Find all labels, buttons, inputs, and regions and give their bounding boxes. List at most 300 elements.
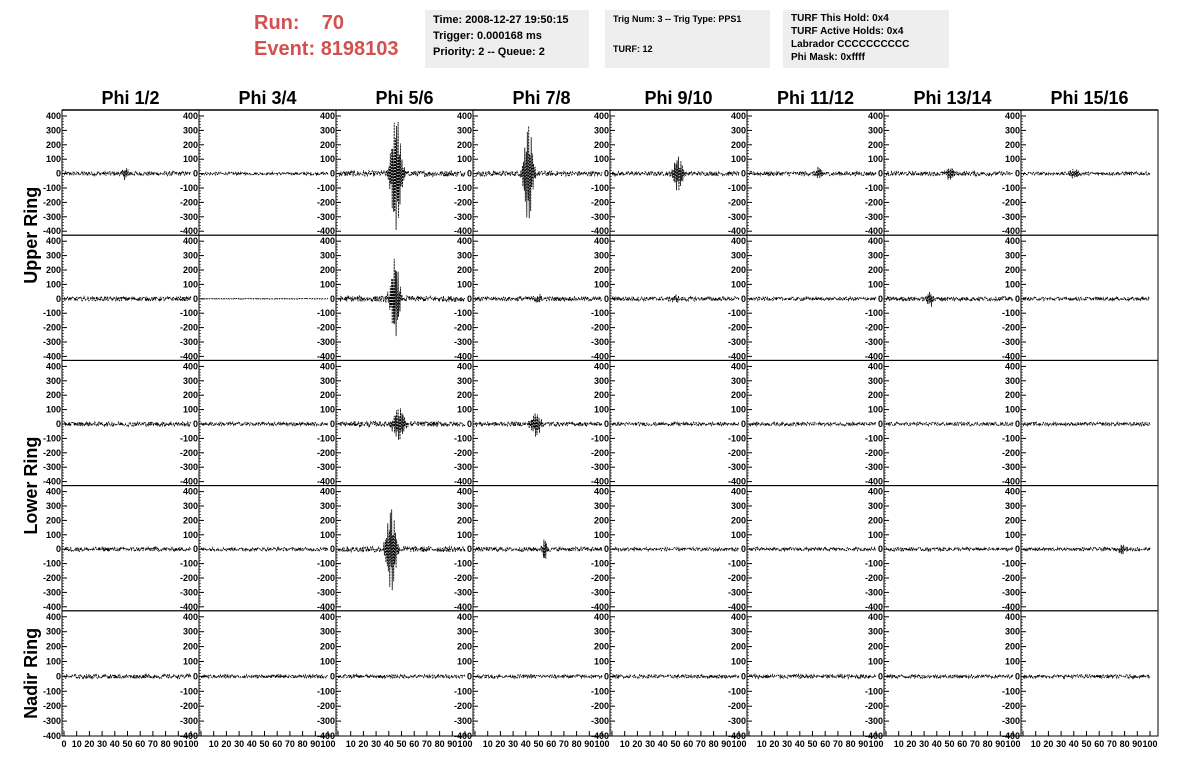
y-tick-label: -200 (727, 447, 746, 458)
y-tick-label: 0 (1014, 293, 1020, 304)
event-value: 8198103 (320, 38, 399, 60)
y-tick-label: -300 (864, 462, 883, 473)
y-tick-label: 0 (329, 168, 335, 179)
y-tick-label: 0 (877, 544, 883, 555)
y-tick-label: -300 (453, 211, 472, 222)
y-tick-label: -300 (453, 462, 472, 473)
y-tick-label: 100 (456, 279, 472, 290)
panel-frame (199, 235, 336, 360)
y-tick-label: -100 (1001, 308, 1020, 319)
waveform-trace (338, 122, 465, 230)
y-tick-label: 200 (45, 641, 61, 652)
y-tick-label: -300 (864, 337, 883, 347)
y-tick-label: -100 (453, 558, 472, 569)
y-tick-label: -400 (590, 731, 609, 741)
y-tick-label: 300 (182, 626, 198, 637)
y-tick-label: 100 (867, 529, 883, 540)
y-tick-label: 0 (877, 168, 883, 179)
y-tick-label: -400 (316, 731, 335, 741)
waveform-trace (886, 168, 1013, 179)
y-tick-label: 400 (867, 611, 883, 622)
x-tick-label: 50 (1081, 739, 1092, 749)
y-tick-label: 400 (182, 486, 198, 497)
y-tick-label: 300 (730, 626, 746, 637)
y-tick-label: 200 (593, 139, 609, 150)
x-tick-label: 90 (995, 739, 1006, 749)
x-tick-label: 40 (246, 739, 257, 749)
y-tick-label: 300 (730, 250, 746, 261)
y-tick-label: 400 (1004, 611, 1020, 622)
y-tick-label: 0 (877, 419, 883, 429)
x-tick-label: 90 (173, 739, 184, 749)
waveform-trace (201, 422, 328, 425)
y-tick-label: 300 (319, 375, 335, 386)
y-tick-label: 200 (867, 515, 883, 526)
info-turf-active: TURF Active Holds: 0x4 (791, 26, 904, 37)
y-tick-label: -100 (864, 558, 883, 569)
y-tick-label: -300 (590, 587, 609, 598)
y-tick-label: 300 (456, 375, 472, 386)
x-tick-label: 70 (1106, 739, 1117, 749)
y-tick-label: -200 (453, 322, 472, 333)
y-tick-label: -400 (864, 476, 883, 487)
panel-frame (747, 611, 884, 736)
y-tick-label: 400 (456, 236, 472, 247)
x-tick-label: 80 (1119, 739, 1130, 749)
y-tick-label: 200 (319, 641, 335, 652)
y-tick-label: 400 (319, 361, 335, 372)
y-tick-label: -200 (179, 701, 198, 712)
y-tick-label: 100 (182, 404, 198, 415)
y-tick-label: 400 (730, 111, 746, 121)
y-tick-label: 200 (593, 390, 609, 401)
y-tick-label: -100 (42, 558, 61, 569)
y-tick-label: -400 (1001, 731, 1020, 741)
waveform-trace (1023, 169, 1150, 178)
y-tick-label: 300 (456, 125, 472, 136)
y-tick-label: 100 (867, 279, 883, 290)
info-priority: Priority: 2 -- Queue: 2 (433, 46, 545, 58)
y-tick-label: 100 (593, 404, 609, 415)
x-tick-label: 40 (520, 739, 531, 749)
y-tick-label: -100 (590, 433, 609, 444)
waveform-trace (749, 674, 876, 678)
y-tick-label: 400 (319, 111, 335, 121)
waveform-trace (201, 298, 328, 299)
y-tick-label: 200 (456, 641, 472, 652)
y-tick-label: -200 (179, 573, 198, 583)
x-tick-label: 60 (546, 739, 557, 749)
y-tick-label: 200 (593, 515, 609, 526)
x-tick-label: 50 (533, 739, 544, 749)
y-tick-label: -400 (727, 601, 746, 612)
y-tick-label: -100 (590, 308, 609, 319)
x-tick-label: 80 (434, 739, 445, 749)
y-tick-label: -200 (316, 197, 335, 208)
x-tick-label: 30 (645, 739, 656, 749)
x-tick-label: 60 (957, 739, 968, 749)
x-tick-label: 80 (297, 739, 308, 749)
x-tick-label: 20 (769, 739, 780, 749)
y-tick-label: 100 (319, 404, 335, 415)
y-tick-label: 300 (867, 250, 883, 261)
column-title: Phi 3/4 (238, 88, 297, 108)
y-tick-label: -200 (727, 322, 746, 333)
y-tick-label: 400 (593, 236, 609, 247)
y-tick-label: 100 (730, 154, 746, 165)
panel-frame (884, 611, 1021, 736)
info-time: Time: 2008-12-27 19:50:15 (433, 14, 569, 26)
y-tick-label: -400 (864, 351, 883, 362)
y-tick-label: 100 (182, 656, 198, 667)
y-tick-label: -100 (727, 686, 746, 697)
y-tick-label: -300 (864, 587, 883, 598)
waveform-trace (1023, 422, 1150, 425)
x-tick-label: 60 (683, 739, 694, 749)
y-tick-label: 200 (730, 265, 746, 275)
y-tick-label: 400 (456, 486, 472, 497)
x-tick-label: 90 (584, 739, 595, 749)
y-tick-label: 200 (456, 139, 472, 150)
y-tick-label: 0 (329, 293, 335, 304)
y-tick-label: 300 (45, 501, 61, 511)
y-tick-label: 0 (192, 544, 198, 555)
y-tick-label: 200 (867, 265, 883, 275)
x-tick-label: 10 (208, 739, 219, 749)
y-tick-label: -200 (316, 701, 335, 712)
y-tick-label: -300 (42, 337, 61, 347)
panel-frame (610, 360, 747, 485)
x-tick-label: 90 (858, 739, 869, 749)
y-tick-label: -200 (453, 701, 472, 712)
x-tick-label: 100 (457, 739, 473, 749)
y-tick-label: 400 (45, 111, 61, 121)
y-tick-label: 100 (182, 529, 198, 540)
y-tick-label: -300 (727, 587, 746, 598)
panel-frame (62, 611, 199, 736)
waveform-trace (475, 126, 602, 218)
x-tick-label: 100 (731, 739, 747, 749)
x-tick-label: 40 (109, 739, 120, 749)
x-tick-label: 10 (71, 739, 82, 749)
y-tick-label: -400 (864, 601, 883, 612)
y-tick-label: -100 (727, 183, 746, 193)
y-tick-label: 200 (867, 641, 883, 652)
y-tick-label: 300 (319, 125, 335, 136)
y-tick-label: -200 (179, 447, 198, 458)
x-tick-label: 30 (782, 739, 793, 749)
panel-frame (336, 235, 473, 360)
y-tick-label: 300 (456, 626, 472, 637)
y-tick-label: 300 (182, 250, 198, 261)
y-tick-label: 400 (319, 611, 335, 622)
y-tick-label: -400 (727, 351, 746, 362)
column-title: Phi 9/10 (644, 88, 713, 108)
y-tick-label: 0 (1014, 671, 1020, 682)
y-tick-label: -300 (727, 211, 746, 222)
y-tick-label: 400 (319, 236, 335, 247)
y-tick-label: 100 (45, 404, 61, 415)
y-tick-label: 100 (45, 656, 61, 667)
y-tick-label: -100 (864, 433, 883, 444)
y-tick-label: -100 (453, 433, 472, 444)
y-tick-label: -100 (864, 686, 883, 697)
y-tick-label: -300 (590, 211, 609, 222)
y-tick-label: 300 (730, 125, 746, 136)
y-tick-label: 0 (740, 544, 746, 555)
y-tick-label: -300 (590, 462, 609, 473)
x-tick-label: 10 (482, 739, 493, 749)
x-tick-label: 70 (421, 739, 432, 749)
y-tick-label: -200 (1001, 447, 1020, 458)
y-tick-label: 300 (593, 125, 609, 136)
x-tick-label: 100 (868, 739, 884, 749)
y-tick-label: 0 (192, 293, 198, 304)
y-tick-label: -400 (42, 351, 61, 362)
x-tick-label: 70 (695, 739, 706, 749)
y-tick-label: 200 (182, 515, 198, 526)
y-tick-label: -300 (179, 337, 198, 347)
y-tick-label: -300 (1001, 716, 1020, 727)
y-tick-label: -300 (1001, 211, 1020, 222)
waveform-trace (338, 509, 465, 590)
y-tick-label: 100 (867, 404, 883, 415)
y-tick-label: 0 (329, 419, 335, 429)
y-tick-label: 400 (867, 236, 883, 247)
y-tick-label: 400 (593, 611, 609, 622)
y-tick-label: -400 (453, 601, 472, 612)
y-tick-label: -300 (42, 211, 61, 222)
y-tick-label: 100 (1004, 656, 1020, 667)
y-tick-label: 200 (456, 265, 472, 275)
waveform-trace (64, 674, 191, 678)
y-tick-label: -400 (727, 226, 746, 237)
y-tick-label: -100 (1001, 558, 1020, 569)
y-tick-label: -400 (590, 226, 609, 237)
waveform-trace (886, 548, 1013, 551)
x-tick-label: 40 (383, 739, 394, 749)
y-tick-label: 300 (456, 501, 472, 511)
y-tick-label: 0 (466, 419, 472, 429)
y-tick-label: 300 (593, 501, 609, 511)
y-tick-label: 400 (182, 236, 198, 247)
y-tick-label: -400 (864, 731, 883, 741)
column-title: Phi 5/6 (375, 88, 434, 108)
waveform-trace (64, 168, 191, 180)
y-tick-label: -100 (1001, 183, 1020, 193)
y-tick-label: 200 (456, 515, 472, 526)
waveform-trace (1023, 545, 1150, 554)
y-tick-label: 400 (45, 611, 61, 622)
info-turf: TURF: 12 (613, 44, 653, 54)
y-tick-label: 100 (593, 656, 609, 667)
waveform-trace (475, 540, 602, 559)
y-tick-label: -100 (453, 686, 472, 697)
y-tick-label: -100 (42, 433, 61, 444)
y-tick-label: 400 (1004, 361, 1020, 372)
x-tick-label: 0 (61, 739, 67, 749)
y-tick-label: -100 (179, 308, 198, 319)
y-tick-label: 100 (456, 656, 472, 667)
y-tick-label: -100 (1001, 433, 1020, 444)
y-tick-label: -100 (42, 183, 61, 193)
x-tick-label: 80 (571, 739, 582, 749)
y-tick-label: -400 (179, 476, 198, 487)
y-tick-label: -300 (1001, 462, 1020, 473)
y-tick-label: 100 (456, 529, 472, 540)
y-tick-label: -200 (453, 447, 472, 458)
y-tick-label: -300 (590, 716, 609, 727)
y-tick-label: 300 (319, 501, 335, 511)
x-tick-label: 30 (508, 739, 519, 749)
y-tick-label: 100 (1004, 529, 1020, 540)
y-tick-label: 100 (867, 154, 883, 165)
y-tick-label: -100 (590, 183, 609, 193)
y-tick-label: -100 (179, 433, 198, 444)
x-tick-label: 40 (794, 739, 805, 749)
y-tick-label: 200 (867, 139, 883, 150)
y-tick-label: 300 (45, 250, 61, 261)
x-tick-label: 80 (982, 739, 993, 749)
y-tick-label: 200 (730, 515, 746, 526)
y-tick-label: 300 (1004, 375, 1020, 386)
y-tick-label: -100 (42, 686, 61, 697)
y-tick-label: 100 (456, 154, 472, 165)
waveform-trace (612, 422, 739, 425)
waveform-trace (886, 422, 1013, 425)
y-tick-label: -100 (316, 686, 335, 697)
y-tick-label: -100 (179, 183, 198, 193)
waveform-trace (749, 548, 876, 551)
x-tick-label: 100 (1142, 739, 1158, 749)
y-tick-label: 200 (45, 139, 61, 150)
y-tick-label: 100 (593, 529, 609, 540)
y-tick-label: 200 (1004, 641, 1020, 652)
y-tick-label: -300 (179, 462, 198, 473)
y-tick-label: -100 (316, 308, 335, 319)
y-tick-label: -100 (1001, 686, 1020, 697)
y-tick-label: -300 (179, 587, 198, 598)
y-tick-label: -400 (453, 226, 472, 237)
y-tick-label: -400 (453, 476, 472, 487)
waveform-trace (886, 292, 1013, 307)
y-tick-label: -400 (1001, 476, 1020, 487)
y-tick-label: 400 (456, 361, 472, 372)
y-tick-label: -200 (1001, 701, 1020, 712)
y-tick-label: 0 (603, 293, 609, 304)
waveform-trace (1023, 297, 1150, 300)
y-tick-label: -300 (316, 211, 335, 222)
event-label: Event: (254, 38, 316, 60)
y-tick-label: 300 (867, 125, 883, 136)
y-tick-label: 400 (593, 486, 609, 497)
y-tick-label: -300 (1001, 337, 1020, 347)
y-tick-label: 400 (45, 236, 61, 247)
y-tick-label: 400 (730, 236, 746, 247)
x-tick-label: 60 (272, 739, 283, 749)
waveform-trace (475, 675, 602, 679)
y-tick-label: -100 (316, 558, 335, 569)
y-tick-label: 200 (1004, 265, 1020, 275)
y-tick-label: 400 (456, 611, 472, 622)
y-tick-label: -200 (590, 701, 609, 712)
y-tick-label: -100 (864, 308, 883, 319)
waveform-trace (201, 548, 328, 551)
y-tick-label: -400 (590, 351, 609, 362)
y-tick-label: 0 (466, 293, 472, 304)
y-tick-label: -400 (453, 731, 472, 741)
y-tick-label: 400 (593, 111, 609, 121)
y-tick-label: 0 (192, 671, 198, 682)
y-tick-label: 400 (182, 361, 198, 372)
y-tick-label: -200 (42, 197, 61, 208)
y-tick-label: -300 (453, 716, 472, 727)
y-tick-label: -100 (727, 308, 746, 319)
x-tick-label: 10 (1030, 739, 1041, 749)
y-tick-label: 300 (319, 626, 335, 637)
waveform-trace (338, 408, 465, 440)
y-tick-label: 100 (319, 529, 335, 540)
x-tick-label: 70 (284, 739, 295, 749)
y-tick-label: 0 (877, 293, 883, 304)
y-tick-label: -300 (42, 462, 61, 473)
y-tick-label: -300 (42, 587, 61, 598)
y-tick-label: -200 (590, 447, 609, 458)
y-tick-label: 300 (730, 501, 746, 511)
y-tick-label: 100 (45, 279, 61, 290)
x-tick-label: 100 (1005, 739, 1021, 749)
y-tick-label: 0 (740, 168, 746, 179)
x-tick-label: 60 (1094, 739, 1105, 749)
y-tick-label: 400 (593, 361, 609, 372)
x-tick-label: 40 (931, 739, 942, 749)
x-tick-label: 20 (221, 739, 232, 749)
y-tick-label: -200 (42, 447, 61, 458)
y-tick-label: 200 (730, 641, 746, 652)
y-tick-label: 0 (740, 293, 746, 304)
y-tick-label: 0 (55, 293, 61, 304)
x-tick-label: 40 (657, 739, 668, 749)
y-tick-label: -300 (316, 337, 335, 347)
y-tick-label: 0 (877, 671, 883, 682)
y-tick-label: -300 (179, 716, 198, 727)
y-tick-label: -400 (42, 731, 61, 741)
y-tick-label: 300 (1004, 125, 1020, 136)
y-tick-label: -300 (316, 716, 335, 727)
y-tick-label: -400 (42, 601, 61, 612)
y-tick-label: -400 (316, 226, 335, 237)
y-tick-label: -400 (42, 476, 61, 487)
y-tick-label: 0 (55, 544, 61, 555)
x-tick-label: 20 (632, 739, 643, 749)
x-tick-label: 50 (944, 739, 955, 749)
y-tick-label: 0 (740, 419, 746, 429)
x-tick-label: 10 (756, 739, 767, 749)
x-tick-label: 100 (594, 739, 610, 749)
y-tick-label: -400 (453, 351, 472, 362)
y-tick-label: 400 (1004, 486, 1020, 497)
y-tick-label: -300 (316, 587, 335, 598)
x-tick-label: 50 (807, 739, 818, 749)
y-tick-label: 300 (456, 250, 472, 261)
y-tick-label: 0 (1014, 419, 1020, 429)
y-tick-label: 400 (182, 111, 198, 121)
y-tick-label: -200 (42, 322, 61, 333)
y-tick-label: 100 (730, 279, 746, 290)
y-tick-label: -100 (453, 308, 472, 319)
y-tick-label: 200 (45, 265, 61, 275)
y-tick-label: 0 (466, 168, 472, 179)
